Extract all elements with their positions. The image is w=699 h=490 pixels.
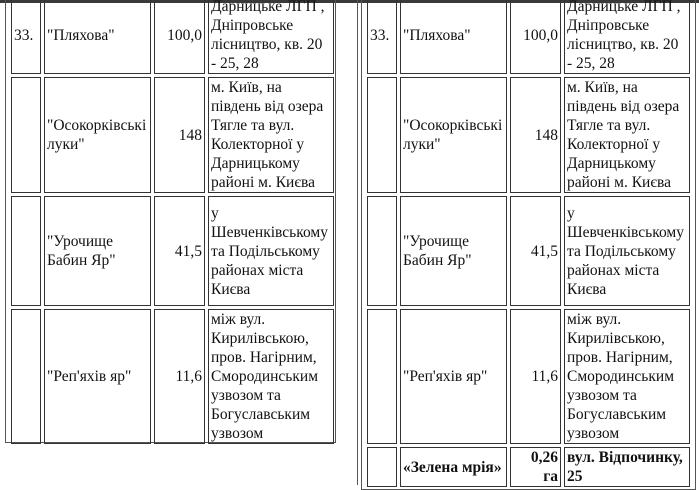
table-row — [367, 447, 690, 487]
site-area: 100,0 — [510, 0, 561, 74]
site-area: 0,26 га — [510, 447, 561, 487]
site-name: "Реп'яхів яр" — [44, 309, 151, 444]
row-number — [367, 77, 397, 193]
site-location: Дарницьке ЛГП , Дніпровське лісництво, кв. 20 - 25, 28 — [208, 0, 334, 74]
page-divider — [357, 0, 358, 485]
site-location: вул. Відпочинку, 25 — [564, 447, 690, 487]
site-area: 148 — [154, 77, 205, 193]
table-row — [367, 196, 690, 306]
table-row — [11, 196, 334, 306]
site-area: 11,6 — [510, 309, 561, 444]
site-location: у Шевченківському та Подільському районах міста Києва — [564, 196, 690, 306]
site-name: "Урочище Бабин Яр" — [44, 196, 151, 306]
row-number — [367, 196, 397, 306]
site-name: «Зелена мрія» — [400, 447, 507, 487]
site-area: 11,6 — [154, 309, 205, 444]
table-row — [11, 309, 334, 444]
site-name: "Урочище Бабин Яр" — [400, 196, 507, 306]
site-location: Дарницьке ЛГП , Дніпровське лісництво, кв. 20 - 25, 28 — [564, 0, 690, 74]
row-number — [367, 447, 397, 487]
site-area: 100,0 — [154, 0, 205, 74]
site-location: між вул. Кирилівською, пров. Нагірним, Смородинським узвозом та Богуславським узвозом — [564, 309, 690, 444]
table-row — [11, 0, 334, 74]
site-name: "Осокорківські луки" — [400, 77, 507, 193]
table-row — [367, 77, 690, 193]
site-location: між вул. Кирилівською, пров. Нагірним, Смородинським узвозом та Богуславським узвозом — [208, 309, 334, 444]
row-number: 33. — [367, 0, 397, 74]
row-number: 33. — [11, 0, 41, 74]
site-area: 41,5 — [510, 196, 561, 306]
table-row — [11, 77, 334, 193]
table-row — [367, 0, 690, 74]
row-number — [11, 309, 41, 444]
left-table — [8, 0, 337, 447]
site-area: 148 — [510, 77, 561, 193]
site-name: "Пляхова" — [44, 0, 151, 74]
site-location: м. Київ, на південь від озера Тягле та вул. Колекторної у Дарницькому районі м. Києва — [208, 77, 334, 193]
row-number — [11, 196, 41, 306]
site-area: 41,5 — [154, 196, 205, 306]
row-number — [11, 77, 41, 193]
site-name: "Реп'яхів яр" — [400, 309, 507, 444]
site-location: м. Київ, на південь від озера Тягле та вул. Колекторної у Дарницькому районі м. Києва — [564, 77, 690, 193]
site-location: у Шевченківському та Подільському районах міста Києва — [208, 196, 334, 306]
site-name: "Пляхова" — [400, 0, 507, 74]
table-row — [367, 309, 690, 444]
site-name: "Осокорківські луки" — [44, 77, 151, 193]
right-table — [364, 0, 693, 490]
row-number — [367, 309, 397, 444]
